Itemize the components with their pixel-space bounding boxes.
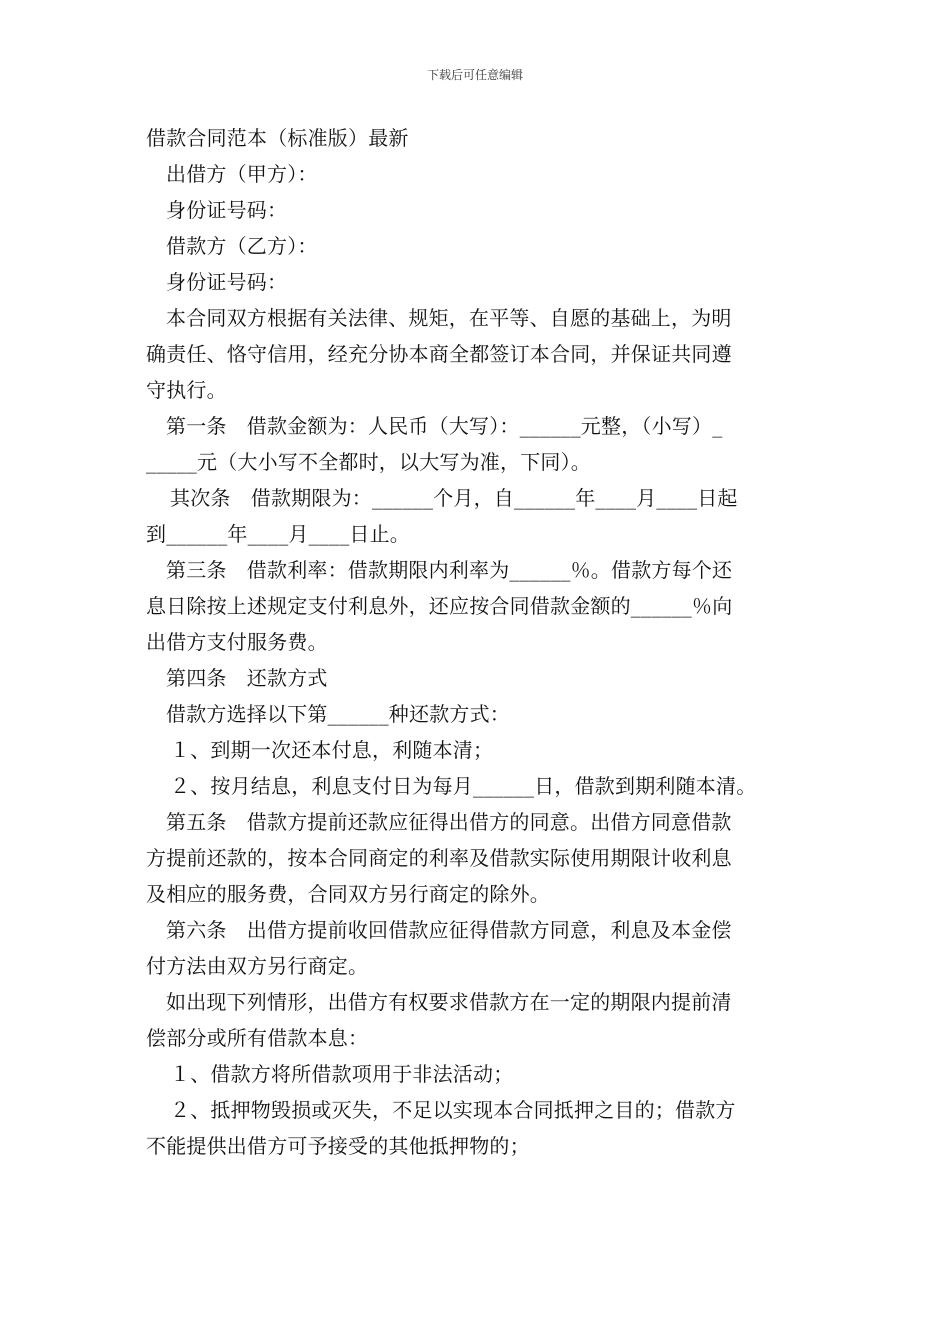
document-line: 第五条 借款方提前还款应征得出借方的同意。出借方同意借款 (166, 810, 732, 834)
document-line: 付方法由双方另行商定。 (146, 954, 369, 978)
document-line: １、借款方将所借款项用于非法活动； (170, 1062, 514, 1086)
document-line: 第四条 还款方式 (166, 666, 328, 690)
document-line: 出借方（甲方）： (166, 162, 318, 186)
header-note: 下载后可任意编辑 (426, 68, 523, 82)
document-line: 到______年____月____日止。 (146, 522, 410, 546)
document-line: ２、抵押物毁损或灭失，不足以实现本合同抵押之目的；借款方 (170, 1098, 736, 1122)
document-line: 第三条 借款利率：借款期限内利率为______％。借款方每个还 (166, 558, 733, 582)
document-line: 第一条 借款金额为：人民币（大写）：______元整，（小写）_ (166, 414, 723, 438)
document-line: 不能提供出借方可予接受的其他抵押物的； (146, 1134, 530, 1158)
document-line: 及相应的服务费，合同双方另行商定的除外。 (146, 882, 550, 906)
document-line: 借款方选择以下第______种还款方式： (166, 702, 510, 726)
document-title: 借款合同范本（标准版）最新 (146, 126, 409, 150)
document-line: 守执行。 (146, 378, 227, 402)
document-line: 本合同双方根据有关法律、规矩，在平等、自愿的基础上，为明 (166, 306, 732, 330)
document-body (146, 120, 810, 1164)
document-line: ２、按月结息，利息支付日为每月______日，借款到期利随本清。 (170, 774, 757, 798)
document-line: 身份证号码： (166, 270, 288, 294)
document-line: 方提前还款的，按本合同商定的利率及借款实际使用期限计收利息 (146, 846, 732, 870)
document-line: 第六条 出借方提前收回借款应征得借款方同意，利息及本金偿 (166, 918, 732, 942)
document-line: 出借方支付服务费。 (146, 630, 328, 654)
document-line: 息日除按上述规定支付利息外，还应按合同借款金额的______％向 (146, 594, 733, 618)
document-line: 身份证号码： (166, 198, 288, 222)
document-line: 确责任、恪守信用，经充分协本商全都签订本合同，并保证共同遵 (146, 342, 732, 366)
document-line: _____元（大小写不全都时，以大写为准，下同）。 (146, 450, 591, 474)
document-line: 偿部分或所有借款本息： (146, 1026, 369, 1050)
document-line: 借款方（乙方）： (166, 234, 318, 258)
document-line: １、到期一次还本付息，利随本清； (170, 738, 494, 762)
document-line: 如出现下列情形，出借方有权要求借款方在一定的期限内提前清 (166, 990, 732, 1014)
document-line: 其次条 借款期限为：______个月，自______年____月____日起 (170, 486, 738, 510)
